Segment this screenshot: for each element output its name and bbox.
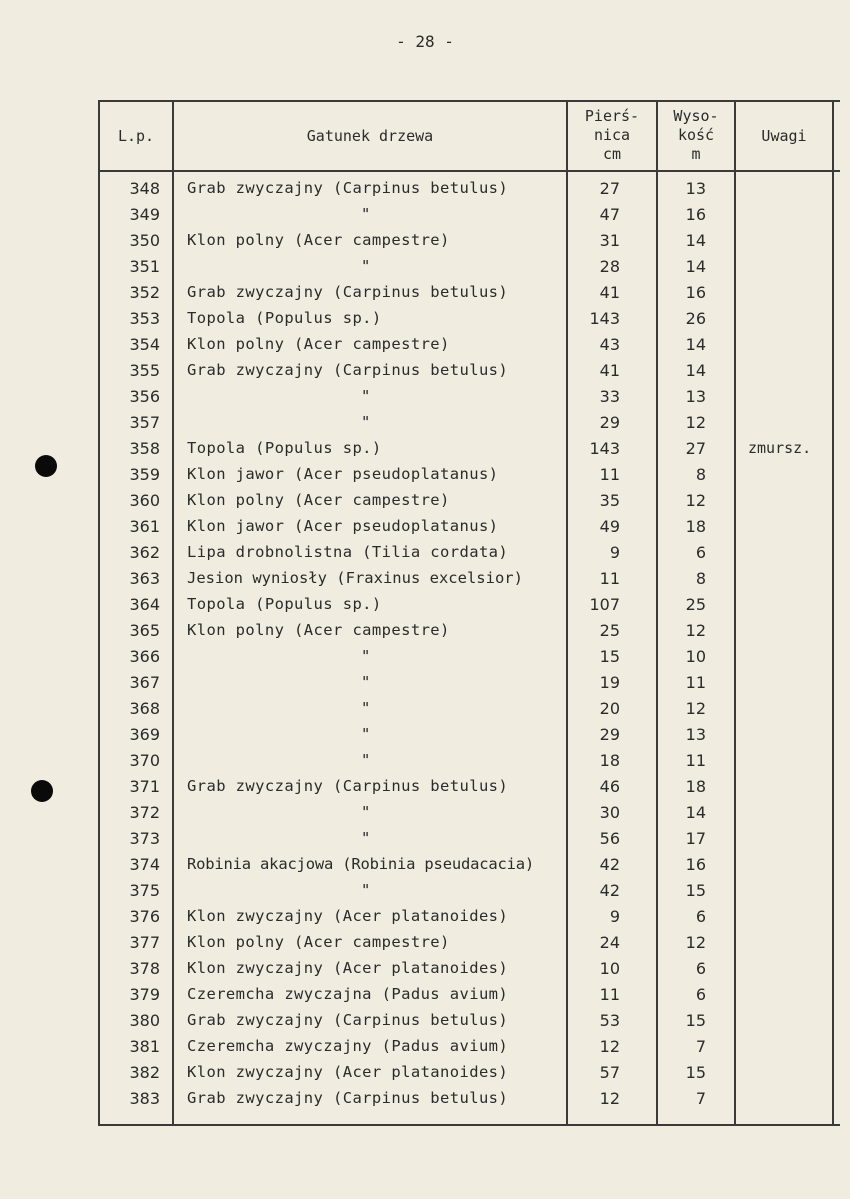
cell-girth: 11	[599, 985, 620, 1004]
cell-girth: 29	[599, 725, 620, 744]
cell-girth: 53	[599, 1011, 620, 1030]
cell-height: 12	[685, 621, 706, 640]
cell-lp: 361	[129, 517, 160, 536]
cell-girth: 11	[599, 465, 620, 484]
cell-lp: 366	[129, 647, 160, 666]
cell-lp: 362	[129, 543, 160, 562]
cell-height: 13	[685, 179, 706, 198]
cell-lp: 353	[129, 309, 160, 328]
cell-girth: 47	[599, 205, 620, 224]
page-number: - 28 -	[396, 32, 454, 51]
cell-height: 8	[695, 465, 706, 484]
table-row	[98, 1037, 840, 1063]
cell-species: "	[361, 413, 371, 431]
table-row	[98, 257, 840, 283]
cell-height: 16	[685, 283, 706, 302]
header-notes: Uwagi	[761, 127, 807, 145]
cell-species: Grab zwyczajny (Carpinus betulus)	[187, 179, 509, 197]
cell-lp: 379	[129, 985, 160, 1004]
cell-species: "	[361, 829, 371, 847]
cell-height: 14	[685, 803, 706, 822]
cell-species: Grab zwyczajny (Carpinus betulus)	[187, 1011, 509, 1029]
table-row	[98, 621, 840, 647]
table-row	[98, 1063, 840, 1089]
table-row	[98, 231, 840, 257]
cell-species: "	[361, 881, 371, 899]
table-row	[98, 465, 840, 491]
cell-girth: 12	[599, 1037, 620, 1056]
table-bottom-rule	[98, 1124, 840, 1126]
tree-inventory-table	[98, 100, 840, 1127]
table-row	[98, 699, 840, 725]
cell-girth: 29	[599, 413, 620, 432]
cell-lp: 380	[129, 1011, 160, 1030]
cell-species: Jesion wyniosły (Fraxinus excelsior)	[187, 569, 523, 587]
cell-girth: 41	[599, 283, 620, 302]
table-row	[98, 309, 840, 335]
cell-lp: 364	[129, 595, 160, 614]
cell-girth: 28	[599, 257, 620, 276]
cell-lp: 360	[129, 491, 160, 510]
header-girth-unit: cm	[602, 145, 622, 163]
table-row	[98, 881, 840, 907]
cell-species: Klon polny (Acer campestre)	[187, 491, 450, 509]
cell-species: "	[361, 725, 371, 743]
cell-height: 12	[685, 699, 706, 718]
cell-species: Klon jawor (Acer pseudoplatanus)	[187, 465, 499, 483]
header-bottom-rule	[98, 170, 840, 172]
cell-height: 14	[685, 231, 706, 250]
cell-height: 25	[685, 595, 706, 614]
table-row	[98, 829, 840, 855]
cell-girth: 49	[599, 517, 620, 536]
table-row	[98, 647, 840, 673]
cell-height: 16	[685, 205, 706, 224]
cell-species: "	[361, 205, 371, 223]
table-row	[98, 1089, 840, 1115]
cell-species: "	[361, 647, 371, 665]
cell-species: Topola (Populus sp.)	[187, 309, 382, 327]
cell-lp: 348	[129, 179, 160, 198]
header-girth-line: nica	[593, 126, 631, 144]
cell-species: Grab zwyczajny (Carpinus betulus)	[187, 1089, 509, 1107]
table-row	[98, 413, 840, 439]
cell-lp: 370	[129, 751, 160, 770]
cell-species: "	[361, 387, 371, 405]
cell-height: 14	[685, 257, 706, 276]
table-top-rule	[98, 100, 840, 102]
cell-lp: 368	[129, 699, 160, 718]
cell-girth: 57	[599, 1063, 620, 1082]
cell-girth: 19	[599, 673, 620, 692]
header-lp: L.p.	[117, 127, 155, 145]
table-row	[98, 725, 840, 751]
cell-girth: 56	[599, 829, 620, 848]
cell-species: Klon polny (Acer campestre)	[187, 933, 450, 951]
cell-height: 15	[685, 881, 706, 900]
table-row	[98, 595, 840, 621]
cell-girth: 9	[609, 543, 620, 562]
cell-height: 6	[695, 543, 706, 562]
cell-species: Grab zwyczajny (Carpinus betulus)	[187, 283, 509, 301]
table-row	[98, 959, 840, 985]
table-row	[98, 205, 840, 231]
punch-hole-icon	[31, 780, 53, 802]
cell-lp: 375	[129, 881, 160, 900]
cell-height: 17	[685, 829, 706, 848]
table-row	[98, 543, 840, 569]
cell-lp: 369	[129, 725, 160, 744]
cell-height: 7	[695, 1037, 706, 1056]
cell-species: Klon polny (Acer campestre)	[187, 231, 450, 249]
cell-lp: 351	[129, 257, 160, 276]
table-row	[98, 803, 840, 829]
cell-height: 18	[685, 517, 706, 536]
cell-girth: 24	[599, 933, 620, 952]
cell-height: 6	[695, 959, 706, 978]
cell-height: 8	[695, 569, 706, 588]
cell-girth: 33	[599, 387, 620, 406]
cell-species: "	[361, 751, 371, 769]
cell-lp: 352	[129, 283, 160, 302]
cell-lp: 365	[129, 621, 160, 640]
cell-height: 6	[695, 907, 706, 926]
cell-species: "	[361, 673, 371, 691]
cell-girth: 18	[599, 751, 620, 770]
cell-lp: 349	[129, 205, 160, 224]
cell-species: Klon jawor (Acer pseudoplatanus)	[187, 517, 499, 535]
table-row	[98, 439, 840, 465]
cell-lp: 383	[129, 1089, 160, 1108]
cell-lp: 354	[129, 335, 160, 354]
header-species: Gatunek drzewa	[306, 127, 434, 145]
cell-girth: 15	[599, 647, 620, 666]
table-row	[98, 907, 840, 933]
cell-lp: 350	[129, 231, 160, 250]
cell-girth: 11	[599, 569, 620, 588]
cell-height: 27	[685, 439, 706, 458]
cell-girth: 20	[599, 699, 620, 718]
cell-girth: 12	[599, 1089, 620, 1108]
cell-height: 11	[685, 751, 706, 770]
cell-girth: 107	[589, 595, 620, 614]
cell-lp: 355	[129, 361, 160, 380]
cell-species: Klon zwyczajny (Acer platanoides)	[187, 907, 509, 925]
table-row	[98, 387, 840, 413]
header-girth	[568, 107, 656, 164]
table-row	[98, 283, 840, 309]
table-row	[98, 673, 840, 699]
cell-height: 10	[685, 647, 706, 666]
cell-girth: 41	[599, 361, 620, 380]
cell-lp: 378	[129, 959, 160, 978]
cell-lp: 372	[129, 803, 160, 822]
cell-lp: 382	[129, 1063, 160, 1082]
cell-height: 15	[685, 1063, 706, 1082]
table-row	[98, 569, 840, 595]
table-row	[98, 491, 840, 517]
cell-height: 6	[695, 985, 706, 1004]
cell-species: Grab zwyczajny (Carpinus betulus)	[187, 361, 509, 379]
cell-girth: 9	[609, 907, 620, 926]
cell-height: 16	[685, 855, 706, 874]
table-row	[98, 777, 840, 803]
cell-species: "	[361, 803, 371, 821]
cell-girth: 43	[599, 335, 620, 354]
cell-height: 15	[685, 1011, 706, 1030]
cell-height: 14	[685, 361, 706, 380]
cell-species: Klon polny (Acer campestre)	[187, 335, 450, 353]
cell-species: "	[361, 699, 371, 717]
cell-girth: 143	[589, 309, 620, 328]
cell-height: 11	[685, 673, 706, 692]
cell-girth: 27	[599, 179, 620, 198]
cell-lp: 359	[129, 465, 160, 484]
cell-girth: 25	[599, 621, 620, 640]
cell-girth: 10	[599, 959, 620, 978]
table-row	[98, 517, 840, 543]
cell-height: 7	[695, 1089, 706, 1108]
cell-height: 12	[685, 933, 706, 952]
cell-girth: 143	[589, 439, 620, 458]
table-row	[98, 335, 840, 361]
cell-species: Czeremcha zwyczajny (Padus avium)	[187, 1037, 509, 1055]
cell-height: 18	[685, 777, 706, 796]
cell-lp: 373	[129, 829, 160, 848]
cell-lp: 356	[129, 387, 160, 406]
cell-species: Klon zwyczajny (Acer platanoides)	[187, 1063, 509, 1081]
cell-height: 12	[685, 491, 706, 510]
cell-girth: 42	[599, 855, 620, 874]
cell-lp: 357	[129, 413, 160, 432]
cell-lp: 358	[129, 439, 160, 458]
cell-species: Robinia akacjowa (Robinia pseudacacia)	[187, 855, 535, 873]
cell-species: Grab zwyczajny (Carpinus betulus)	[187, 777, 509, 795]
cell-notes: zmursz.	[748, 439, 812, 457]
table-row	[98, 361, 840, 387]
cell-lp: 371	[129, 777, 160, 796]
header-height-unit: m	[691, 145, 701, 163]
cell-species: Klon zwyczajny (Acer platanoides)	[187, 959, 509, 977]
cell-girth: 35	[599, 491, 620, 510]
table-row	[98, 985, 840, 1011]
cell-lp: 363	[129, 569, 160, 588]
cell-height: 12	[685, 413, 706, 432]
table-row	[98, 933, 840, 959]
cell-height: 13	[685, 387, 706, 406]
cell-girth: 46	[599, 777, 620, 796]
cell-species: Czeremcha zwyczajna (Padus avium)	[187, 985, 509, 1003]
cell-species: Klon polny (Acer campestre)	[187, 621, 450, 639]
table-row	[98, 1011, 840, 1037]
table-row	[98, 179, 840, 205]
cell-height: 13	[685, 725, 706, 744]
cell-species: Topola (Populus sp.)	[187, 595, 382, 613]
table-row	[98, 855, 840, 881]
cell-species: "	[361, 257, 371, 275]
cell-lp: 381	[129, 1037, 160, 1056]
cell-girth: 42	[599, 881, 620, 900]
punch-hole-icon	[35, 455, 57, 477]
cell-lp: 374	[129, 855, 160, 874]
header-girth-line: Pierś-	[584, 107, 640, 125]
cell-lp: 376	[129, 907, 160, 926]
cell-girth: 30	[599, 803, 620, 822]
cell-lp: 367	[129, 673, 160, 692]
cell-height: 14	[685, 335, 706, 354]
cell-girth: 31	[599, 231, 620, 250]
cell-species: Topola (Populus sp.)	[187, 439, 382, 457]
header-height-line: kość	[677, 126, 715, 144]
header-height-line: Wyso-	[673, 107, 719, 125]
header-height	[658, 107, 734, 164]
cell-lp: 377	[129, 933, 160, 952]
cell-height: 26	[685, 309, 706, 328]
table-row	[98, 751, 840, 777]
cell-species: Lipa drobnolistna (Tilia cordata)	[187, 543, 509, 561]
